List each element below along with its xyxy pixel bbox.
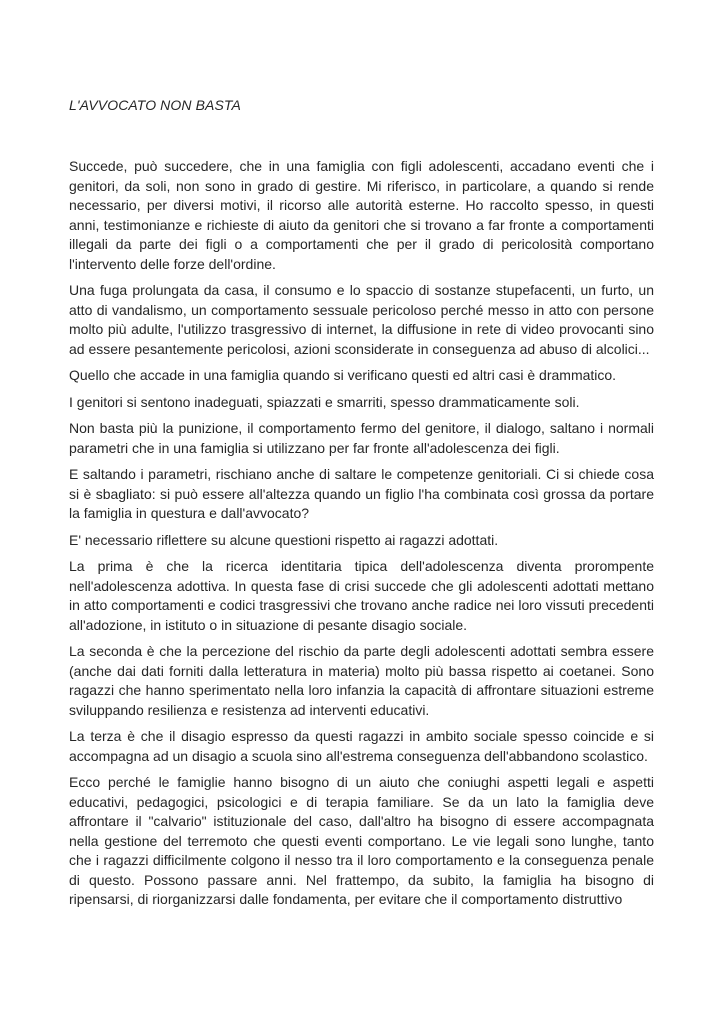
paragraph-7: E' necessario riflettere su alcune questioni rispetto ai ragazzi adottati. bbox=[69, 531, 499, 548]
paragraph-5: Non basta più la punizione, il comportamento fermo del genitore, il dialogo, saltano i normali parametri che in una famiglia si utilizzano per far fronte all'adolescenza dei figli. bbox=[69, 420, 654, 456]
paragraph-6: E saltando i parametri, rischiano anche di saltare le competenze genitoriali. Ci si chiede cosa si è sbagliato: si può essere all'altezza quando un figlio l'ha combinata così grossa da portare la famiglia in questura e dall'avvocato? bbox=[69, 466, 654, 521]
paragraph-11: Ecco perché le famiglie hanno bisogno di un aiuto che coniughi aspetti legali e aspetti educativi, pedagogici, psicologici e di terapia familiare. Se da un lato la famiglia deve affrontare il "calvario" istituzionale del caso, dall'altro ha bisogno di essere accompagnata nella gestione del terremoto che questi eventi comportano. Le vie legali sono lunghe, tanto che i ragazzi difficilmente colgono il nesso tra il loro comportamento e la conseguenza penale di questo. Possono passare anni. Nel frattempo, da subito, la famiglia ha bisogno di ripensarsi, di riorganizzarsi dalle fondamenta, per evitare che il comportamento distruttivo bbox=[69, 774, 654, 907]
paragraph-2: Una fuga prolungata da casa, il consumo e lo spaccio di sostanze stupefacenti, un furto, un atto di vandalismo, un comportamento sessuale pericoloso perché messo in atto con persone molto più adulte, l'utilizzo trasgressivo di internet, la diffusione in rete di video provocanti sino ad essere pesantemente pericolosi, azioni sconsiderate in conseguenza ad abuso di alcolici... bbox=[69, 282, 654, 357]
document-title: L'AVVOCATO NON BASTA bbox=[69, 97, 241, 113]
paragraph-4: I genitori si sentono inadeguati, spiazzati e smarriti, spesso drammaticamente soli. bbox=[69, 393, 580, 410]
paragraph-9: La seconda è che la percezione del rischio da parte degli adolescenti adottati sembra essere (anche dai dati forniti dalla letteratura in materia) molto più bassa rispetto ai coetanei. Sono ragazzi che hanno sperimentato nella loro infanzia la capacità di affrontare situazioni estreme sviluppando resilienza e resistenza ad interventi educativi. bbox=[69, 643, 654, 718]
document-body bbox=[69, 157, 654, 910]
paragraph-1: Succede, può succedere, che in una famiglia con figli adolescenti, accadano eventi che i genitori, da soli, non sono in grado di gestire. Mi riferisco, in particolare, a quando si rende necessario, per diversi motivi, il ricorso alle autorità esterne. Ho raccolto spesso, in questi anni, testimonianze e richieste di aiuto da genitori che si trovano a far fronte a comportamenti illegali da parte dei figli o a comportamenti che per il grado di pericolosità comportano l'intervento delle forze dell'ordine. bbox=[69, 158, 654, 272]
paragraph-8: La prima è che la ricerca identitaria tipica dell'adolescenza diventa prorompente nell'adolescenza adottiva. In questa fase di crisi succede che gli adolescenti adottati mettano in atto comportamenti e codici trasgressivi che trovano anche radice nei loro vissuti precedenti all'adozione, in istituto o in situazione di pesante disagio sociale. bbox=[69, 558, 654, 633]
paragraph-3: Quello che accade in una famiglia quando si verificano questi ed altri casi è drammatico. bbox=[69, 367, 617, 383]
paragraph-10: La terza è che il disagio espresso da questi ragazzi in ambito sociale spesso coincide e si accompagna ad un disagio a scuola sino all'estrema conseguenza dell'abbandono scolastico. bbox=[69, 728, 654, 764]
